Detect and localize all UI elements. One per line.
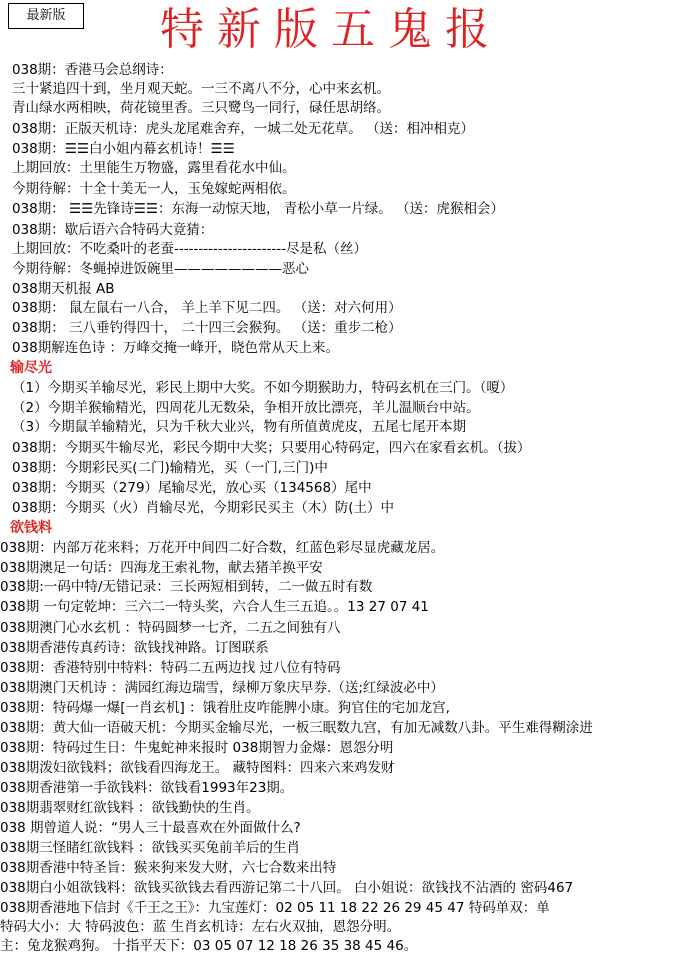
text-line: 038期翡翠财红欲钱料 ：欲钱勤快的生肖。 xyxy=(0,800,260,816)
text-line: 今期待解：十全十美无一人，玉兔嫁蛇两相依。 xyxy=(12,181,296,197)
text-line: 038期白小姐欲钱料：欲钱买欲钱去看西游记第二十八回。 白小姐说：欲钱找不沾酒的 密码467 xyxy=(0,880,574,896)
text-line: 038期香港传真药诗：欲钱找神路。订图联系 xyxy=(0,640,269,656)
section-heading: 欲钱料 xyxy=(10,520,52,536)
text-line: （1）今期买羊输尽光，彩民上期中大奖。不如今期猴助力，特码玄机在三门。（嗄） xyxy=(12,380,514,396)
text-line: 038期三怪睹红欲钱料 ：欲钱买买兔前羊后的生肖 xyxy=(0,840,301,856)
text-line: 038期：今期买牛输尽光，彩民今期中大奖；只要用心特码定，四六在家看玄机。（拔） xyxy=(12,440,531,456)
text-line: 038期：内部万花来料；万花开中间四二好合数，红蓝色彩尽显虎藏龙居。 xyxy=(0,540,445,556)
text-line: 038期：☰☰白小姐内幕玄机诗！☰☰ xyxy=(12,141,235,157)
text-line: 038期：今期买（279）尾输尽光，放心买（134568）尾中 xyxy=(12,480,372,496)
text-line: 038期：特码爆一爆[一肖玄机] ：饿着肚皮咋能脾小康。狗官住的宅加龙宫, xyxy=(0,700,450,716)
text-line: 038期：今期买（火）肖输尽光，今期彩民买主（木）防(土）中 xyxy=(12,500,395,516)
text-line: 038期：特码过生日：牛鬼蛇神来报时 038期智力金爆：恩怨分明 xyxy=(0,740,394,756)
text-line: 038期:一码中特/无错记录：三长两短相到转，二一做五时有数 xyxy=(0,579,373,595)
text-line: 038期：正版天机诗：虎头龙尾难舍弃，一城二处无花草。 （送：相冲相克） xyxy=(12,121,475,137)
text-line: 038期：歇后语六合特码大竟猜： xyxy=(12,222,214,238)
text-line: 今期待解：冬蝇掉进饭碗里————————恶心 xyxy=(12,261,309,277)
text-line: 特码大小：大 特码波色：蓝 生肖玄机诗：左右火双抽，恩怨分明。 xyxy=(0,919,401,935)
edition-tag: 最新版 xyxy=(8,3,84,29)
text-line: （3）今期鼠羊输精光，只为千秋大业兴，物有所值黄虎皮，五尾七尾开本期 xyxy=(12,419,467,435)
text-line: 三十紧追四十到，坐月观天蛇。一三不离八不分，心中来玄机。 xyxy=(12,81,390,97)
text-line: 038期： 鼠左鼠右一八合， 羊上羊下见二四。 （送：对六何用） xyxy=(12,300,402,316)
text-line: 038期： 三八垂钓得四十， 二十四三会猴狗。 （送：重步二枪） xyxy=(12,320,402,336)
text-line: 038期天机报 AB xyxy=(12,281,115,297)
page-title: 特新版五鬼报 xyxy=(160,4,502,55)
text-line: 主：兔龙猴鸡狗。 十指平天下：03 05 07 12 18 26 35 38 45 46。 xyxy=(0,938,418,954)
text-line: 上期回放：土里能生万物盛，露里看花水中仙。 xyxy=(12,160,296,176)
text-line: 038期：今期彩民买(二门)输精光，买（一门,三门)中 xyxy=(12,460,328,476)
text-line: 038期：香港马会总纲诗： xyxy=(12,62,173,78)
text-line: 038期： ☰☰先锋诗☰☰：东海一动惊天地， 青松小草一片绿。 （送：虎猴相会） xyxy=(12,201,505,217)
text-line: （2）今期羊猴输精光，四周花儿无数朵，争相开放比漂亮，羊儿温顺台中站。 xyxy=(12,400,480,416)
text-line: 038期：黄大仙一语破天机：今期买金输尽光，一板三眠数九宫，有加无减数八卦。平生难得糊涂进 xyxy=(0,720,593,736)
text-line: 038期：香港特别中特料：特码二五两边找 过八位有特码 xyxy=(0,660,341,676)
text-line: 038 期曾道人说：“男人三十最喜欢在外面做什么? xyxy=(0,820,301,836)
text-line: 038期 一句定乾坤：三六二一特头奖，六合人生三五追。。13 27 07 41 xyxy=(0,599,429,615)
text-line: 上期回放：不吃桑叶的老蚕-----------------------尽是私（丝） xyxy=(12,241,368,257)
text-line: 038期澳足一句话：四海龙王索礼物，献去猪羊换平安 xyxy=(0,560,323,576)
text-line: 038期泼妇欲钱料；欲钱看四海龙王。 藏特图料：四来六来鸡发财 xyxy=(0,760,395,776)
text-line: 038期香港中特圣旨：猴来狗来发大财，六七合数来出特 xyxy=(0,860,337,876)
text-line: 038期澳门天机诗 ：满园红海边瑞雪，绿柳万象庆早券.（送;红绿波必中） xyxy=(0,680,444,696)
text-line: 038期澳门心水玄机 ：特码圆梦一七齐，二五之间独有八 xyxy=(0,620,341,636)
text-line: 038期解连色诗 ：万峰交掩一峰开，晓色常从天上来。 xyxy=(12,340,340,356)
text-line: 青山绿水两相映，荷花镜里香。三只鹭鸟一同行，碌任思胡络。 xyxy=(12,100,390,116)
section-heading: 输尽光 xyxy=(10,360,52,376)
text-line: 038期香港第一手欲钱料：欲钱看1993年23期。 xyxy=(0,780,294,796)
text-line: 038期香港地下信封《千王之王》：九宝莲灯：02 05 11 18 22 26 29 45 47 特码单双：单 xyxy=(0,900,550,916)
